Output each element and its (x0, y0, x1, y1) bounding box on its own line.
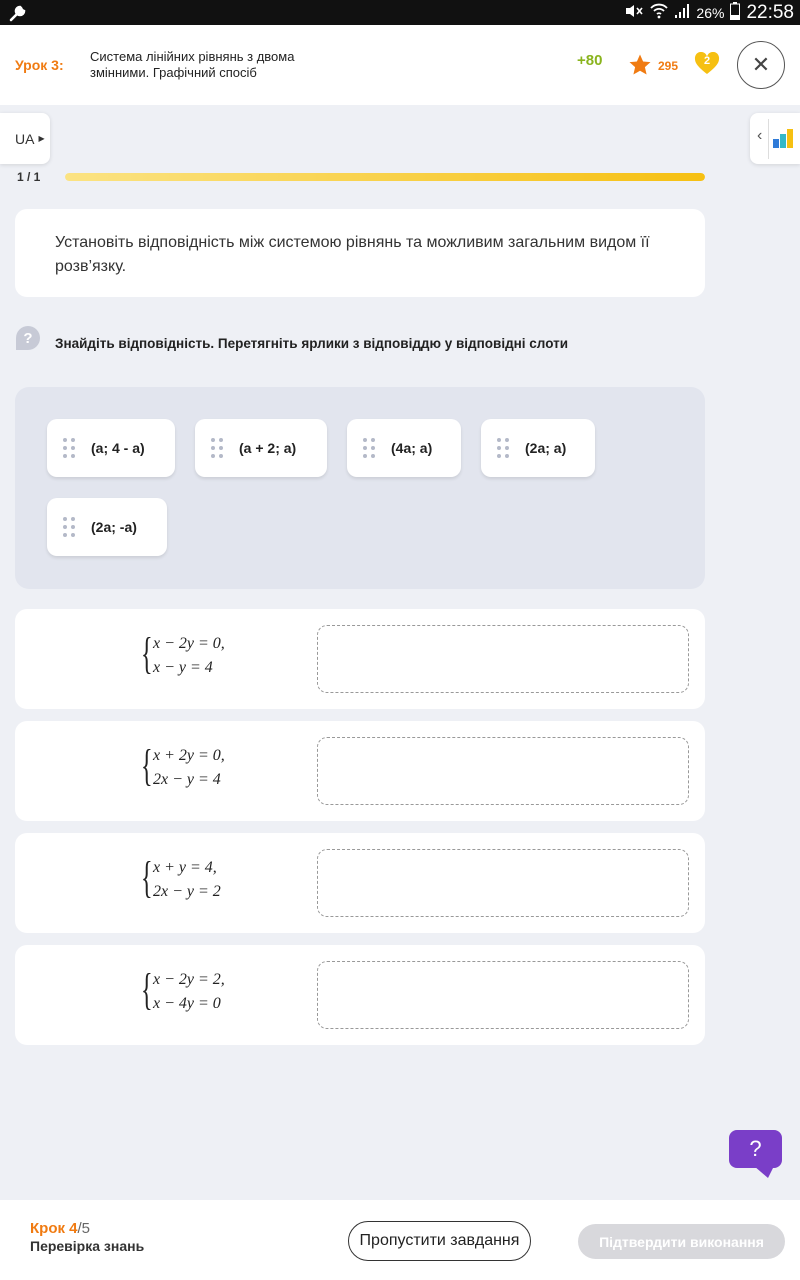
answer-chip[interactable] (347, 419, 461, 477)
brace-icon: { (141, 629, 153, 678)
match-row (15, 945, 705, 1045)
progress-bar (65, 173, 705, 181)
step-indicator (30, 1220, 90, 1237)
equation-1: x − 2y = 2, (153, 971, 225, 988)
bar-chart-icon (772, 127, 794, 149)
answer-chip-label: (a + 2; a) (239, 440, 297, 456)
battery-icon (730, 2, 740, 23)
drag-handle-icon[interactable] (63, 438, 75, 458)
question-text: Установіть відповідність між системою рівнянь та можливим загальним видом її розв’язку. (55, 234, 650, 275)
stars-count: 295 (658, 59, 679, 73)
lesson-label: Урок 3: (15, 57, 64, 73)
mute-icon (624, 3, 644, 22)
question-bubble-icon (15, 325, 41, 351)
equation-2: 2x − y = 4 (153, 771, 221, 788)
equation-1: x + y = 4, (153, 859, 217, 876)
brace-icon: { (141, 965, 153, 1014)
footer-bar (0, 1200, 800, 1280)
progress-fill (65, 173, 705, 181)
answer-chip-label: (2a; -a) (91, 519, 137, 535)
equation-1: x − 2y = 0, (153, 635, 225, 652)
equation-1: x + 2y = 0, (153, 747, 225, 764)
answer-chip-label: (4a; a) (391, 440, 433, 456)
step-subtitle: Перевірка знань (30, 1238, 145, 1254)
answer-chip[interactable] (195, 419, 327, 477)
answer-chips-area (15, 387, 705, 589)
help-button[interactable] (729, 1130, 782, 1168)
equation-system (141, 965, 295, 1019)
signal-icon (674, 3, 690, 22)
drag-handle-icon[interactable] (63, 517, 75, 537)
equation-2: x − 4y = 0 (153, 995, 221, 1012)
close-icon: ✕ (751, 52, 771, 77)
confirm-button[interactable]: Підтвердити виконання (578, 1224, 785, 1259)
drop-slot[interactable] (317, 737, 689, 805)
instruction-text: Знайдіть відповідність. Перетягніть ярлики з відповіддю у відповідні слоти (55, 336, 569, 351)
answer-chip[interactable] (47, 498, 167, 556)
chevron-left-icon: ‹ (757, 127, 763, 144)
brace-icon: { (141, 741, 153, 790)
equation-system (141, 853, 295, 907)
equation-system (141, 629, 295, 683)
equation-2: 2x − y = 2 (153, 883, 221, 900)
points-earned: +80 (577, 52, 603, 69)
step-total: /5 (77, 1220, 91, 1237)
progress-label: 1 / 1 (17, 170, 41, 184)
side-panel-toggle[interactable] (750, 113, 800, 164)
skip-task-button[interactable]: Пропустити завдання (348, 1221, 531, 1261)
caret-right-icon: ▶ (38, 134, 45, 143)
wifi-icon (650, 3, 668, 22)
answer-chip-label: (2a; a) (525, 440, 567, 456)
match-row (15, 721, 705, 821)
equation-2: x − y = 4 (153, 659, 213, 676)
language-label: UA (15, 130, 35, 147)
battery-percent: 26% (696, 4, 725, 21)
lesson-title: Система лінійних рівнянь з двома змінними. Графічний спосіб (90, 49, 295, 80)
equation-system (141, 741, 295, 795)
drag-handle-icon[interactable] (363, 438, 375, 458)
match-row (15, 609, 705, 709)
language-switch[interactable] (0, 113, 50, 164)
clock: 22:58 (746, 1, 794, 23)
star-icon (628, 53, 652, 77)
drop-slot[interactable] (317, 625, 689, 693)
help-icon: ? (749, 1136, 762, 1161)
lesson-header (0, 25, 800, 105)
answer-chip[interactable] (47, 419, 175, 477)
svg-text:?: ? (23, 330, 33, 347)
drag-handle-icon[interactable] (211, 438, 223, 458)
answer-chip[interactable] (481, 419, 595, 477)
close-button[interactable] (737, 41, 785, 89)
drag-handle-icon[interactable] (497, 438, 509, 458)
wrench-icon (8, 3, 28, 23)
brace-icon: { (141, 853, 153, 902)
match-row (15, 833, 705, 933)
status-bar (0, 0, 800, 25)
hearts-count: 2 (703, 55, 711, 67)
answer-chip-label: (a; 4 - a) (91, 440, 145, 456)
drop-slot[interactable] (317, 849, 689, 917)
step-current: Крок 4 (30, 1220, 78, 1237)
drop-slot[interactable] (317, 961, 689, 1029)
question-card (15, 209, 705, 297)
